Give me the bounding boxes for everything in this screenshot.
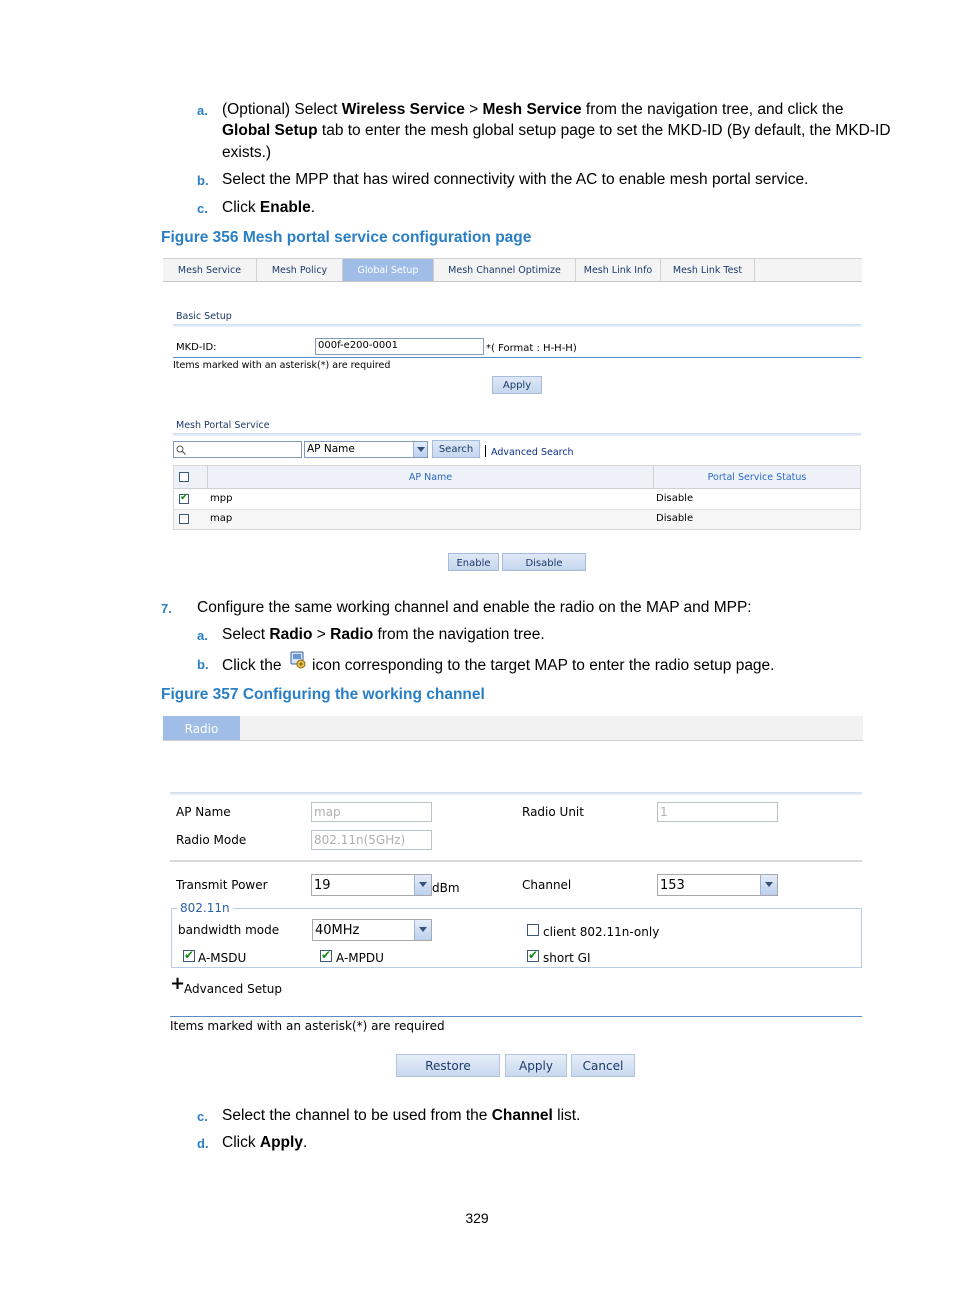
page-number: 329 [465,1210,489,1226]
radio-unit-input[interactable]: 1 [657,802,778,822]
text-run: from the navigation tree, and click the [581,101,844,118]
figure-357-caption: Figure 357 Configuring the working channel [161,686,485,703]
radio-setup-icon [286,654,308,672]
bold-term: Apply [259,1134,303,1151]
channel-label: Channel [522,878,572,892]
required-divider [170,1016,862,1017]
text-run: > [464,101,483,118]
ampdu-checkbox[interactable] [320,950,332,962]
text-run: . [302,1134,308,1151]
column-header-ap-name[interactable]: AP Name [408,472,453,483]
step-7a-text [222,625,545,645]
tab-mesh-link-info[interactable]: Mesh Link Info [576,259,661,281]
chevron-down-icon [414,920,431,940]
text-run: Select the channel to be used from the [222,1107,492,1124]
channel-value: 153 [660,878,685,893]
search-icon [176,445,186,455]
radio-unit-label: Radio Unit [522,805,584,819]
step-marker: a. [197,103,208,118]
restore-button[interactable]: Restore [396,1054,500,1077]
client-only-checkbox[interactable] [527,924,539,936]
select-all-checkbox[interactable] [179,472,189,482]
text-run: (Optional) Select [222,101,342,118]
channel-select[interactable] [657,874,778,896]
step-7a-marker: a. [197,628,208,643]
mkd-id-label: MKD-ID: [176,342,217,353]
required-note-2: Items marked with an asterisk(*) are required [170,1019,445,1033]
short-gi-checkbox[interactable] [527,950,539,962]
dbm-unit: dBm [432,881,460,895]
transmit-power-label: Transmit Power [176,878,268,892]
section-divider [170,860,862,862]
step-text [222,143,271,163]
ampdu-label: A-MPDU [336,951,384,965]
step-marker: b. [197,173,209,188]
tab-mesh-link-test[interactable]: Mesh Link Test [661,259,755,281]
step-7b-marker: b. [197,657,209,672]
advanced-setup-link[interactable]: Advanced Setup [184,982,283,996]
row-status: Disable [656,513,694,524]
text-run: . [310,199,316,216]
column-header-portal-status[interactable]: Portal Service Status [707,472,807,483]
ap-name-input[interactable]: map [311,802,432,822]
bold-term: Wireless Service [341,101,465,118]
separator [485,445,486,457]
step-7b-after: icon corresponding to the target MAP to enter the radio setup page. [307,657,775,674]
text-run: Select [222,626,270,643]
bold-term: Enable [259,199,311,216]
group-802-11n [171,908,862,968]
chevron-down-icon [414,875,431,895]
table-row [174,510,860,529]
basic-setup-divider [173,324,861,327]
client-only-label: client 802.11n-only [543,925,660,939]
step-text [222,1106,580,1126]
bold-term: Radio [330,626,374,643]
row-checkbox[interactable] [179,514,189,524]
step-text [222,170,808,190]
chevron-down-icon [760,875,777,895]
advanced-search-link[interactable]: Advanced Search [491,447,574,458]
chevron-down-icon [413,442,427,457]
text-run: Click [222,1134,260,1151]
transmit-power-value: 19 [314,878,331,893]
ap-name-label: AP Name [176,805,231,819]
bandwidth-select[interactable] [312,919,432,941]
mesh-portal-divider [173,433,861,436]
enable-button[interactable]: Enable [448,553,499,571]
row-checkbox[interactable] [179,494,189,504]
tab-bar [163,258,862,282]
bold-term: Mesh Service [482,101,582,118]
step-marker: c. [197,1109,208,1124]
text-run: list. [552,1107,581,1124]
apply-button-2[interactable]: Apply [505,1054,567,1077]
amsdu-label: A-MSDU [198,951,247,965]
row-status: Disable [656,493,694,504]
step-7b-text [222,654,774,676]
mesh-portal-title: Mesh Portal Service [176,420,270,431]
tab-radio[interactable]: Radio [163,716,240,740]
text-run: exists.) [222,144,272,161]
step-text [222,100,844,120]
mkd-divider [173,357,861,358]
mkd-format-hint: *( Format : H-H-H) [486,343,577,354]
row-ap-name: mpp [210,493,233,504]
apply-button[interactable]: Apply [492,376,542,394]
basic-setup-title: Basic Setup [176,311,232,322]
table-row [174,489,860,510]
search-field-select[interactable] [304,441,428,458]
search-field-value: AP Name [307,443,355,455]
required-note: Items marked with an asterisk(*) are required [173,360,391,371]
text-run: tab to enter the mesh global setup page to set the MKD-ID (By default, the MKD-ID [317,122,891,139]
bandwidth-label: bandwidth mode [178,923,280,937]
row-ap-name: map [210,513,233,524]
bold-term: Radio [269,626,313,643]
short-gi-label: short GI [543,951,591,965]
step-text [222,121,891,141]
expand-plus-icon[interactable]: + [170,973,186,994]
bold-term: Channel [491,1107,553,1124]
transmit-power-select[interactable] [311,874,432,896]
step-7-marker: 7. [161,601,172,616]
radio-mode-label: Radio Mode [176,833,247,847]
amsdu-checkbox[interactable] [183,950,195,962]
step-marker: d. [197,1136,209,1151]
tab-mesh-service[interactable]: Mesh Service [163,259,257,281]
cancel-button[interactable]: Cancel [571,1054,635,1077]
text-run: > [312,626,331,643]
tab-bar [163,716,863,741]
step-7-text: Configure the same working channel and enable the radio on the MAP and MPP: [197,599,752,616]
step-marker: c. [197,201,208,216]
text-run: from the navigation tree. [373,626,545,643]
bold-term: Global Setup [222,122,318,139]
step-text [222,1133,307,1153]
step-7b-before: Click the [222,657,286,674]
text-run: Click [222,199,260,216]
tab-global-setup[interactable]: Global Setup [343,259,434,281]
radio-top-divider [170,792,862,795]
step-text [222,198,315,218]
radio-mode-input[interactable]: 802.11n(5GHz) [311,830,432,850]
disable-button[interactable]: Disable [502,553,586,571]
search-input[interactable] [173,441,302,458]
search-button[interactable]: Search [432,440,480,458]
group-802-11n-title: 802.11n [177,901,233,915]
bandwidth-value: 40MHz [315,923,360,938]
tab-mesh-policy[interactable]: Mesh Policy [257,259,343,281]
mkd-id-input[interactable]: 000f-e200-0001 [315,338,484,355]
figure-356-caption: Figure 356 Mesh portal service configuration page [161,229,532,246]
text-run: Select the MPP that has wired connectivity with the AC to enable mesh portal service. [222,171,809,188]
tab-mesh-channel-optimize[interactable]: Mesh Channel Optimize [434,259,576,281]
